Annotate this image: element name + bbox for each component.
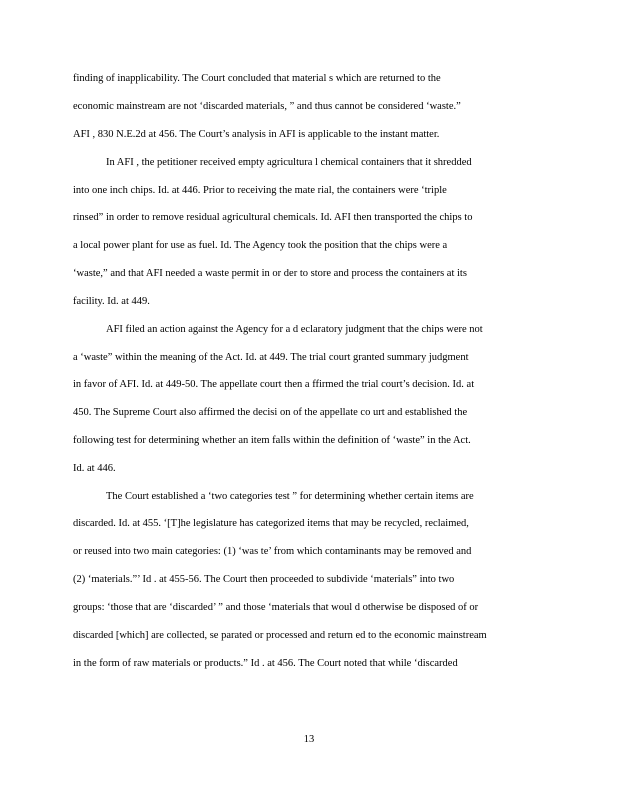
text-line: In AFI , the petitioner received empty agricultura l chemical containers that it shredded xyxy=(106,157,472,168)
text-line: 450. The Supreme Court also affirmed the decisi on of the appellate co urt and established the xyxy=(73,407,468,418)
text-line: following test for determining whether an item falls within the definition of ‘waste” in the Act. xyxy=(73,435,471,446)
text-line: AFI , 830 N.E.2d at 456. The Court’s analysis in AFI is applicable to the instant matter. xyxy=(73,129,440,140)
text-line: in the form of raw materials or products.” Id . at 456. The Court noted that while ‘discarded xyxy=(73,658,458,669)
text-line: groups: ‘those that are ‘discarded’ ” and those ‘materials that woul d otherwise be disposed of or xyxy=(73,602,479,613)
page-number: 13 xyxy=(303,734,315,745)
text-line: economic mainstream are not ‘discarded materials, ” and thus cannot be considered ‘waste.” xyxy=(73,101,461,112)
text-line: into one inch chips. Id. at 446. Prior to receiving the mate rial, the containers were ‘triple xyxy=(73,185,447,196)
text-line: discarded. Id. at 455. ‘[T]he legislature has categorized items that may be recycled, reclaimed, xyxy=(73,518,469,529)
text-line: The Court established a ‘two categories test ” for determining whether certain items are xyxy=(106,491,474,502)
text-line: finding of inapplicability. The Court concluded that material s which are returned to the xyxy=(73,73,441,84)
text-line: (2) ‘materials.”’ Id . at 455-56. The Court then proceeded to subdivide ‘materials” into two xyxy=(73,574,455,585)
text-line: discarded [which] are collected, se parated or processed and return ed to the economic mainstream xyxy=(73,630,487,641)
text-line: Id. at 446. xyxy=(73,463,116,474)
text-line: facility. Id. at 449. xyxy=(73,296,150,307)
text-line: a local power plant for use as fuel. Id. The Agency took the position that the chips were a xyxy=(73,240,448,251)
text-line: in favor of AFI. Id. at 449-50. The appellate court then a ffirmed the trial court’s decision. Id. at xyxy=(73,379,475,390)
text-line: AFI filed an action against the Agency for a d eclaratory judgment that the chips were not xyxy=(106,324,483,335)
text-line: ‘waste,” and that AFI needed a waste permit in or der to store and process the containers at its xyxy=(73,268,467,279)
text-line: rinsed” in order to remove residual agricultural chemicals. Id. AFI then transported the chips to xyxy=(73,212,473,223)
text-line: or reused into two main categories: (1) ‘was te’ from which contaminants may be removed and xyxy=(73,546,472,557)
text-line: a ‘waste” within the meaning of the Act. Id. at 449. The trial court granted summary judgment xyxy=(73,352,469,363)
